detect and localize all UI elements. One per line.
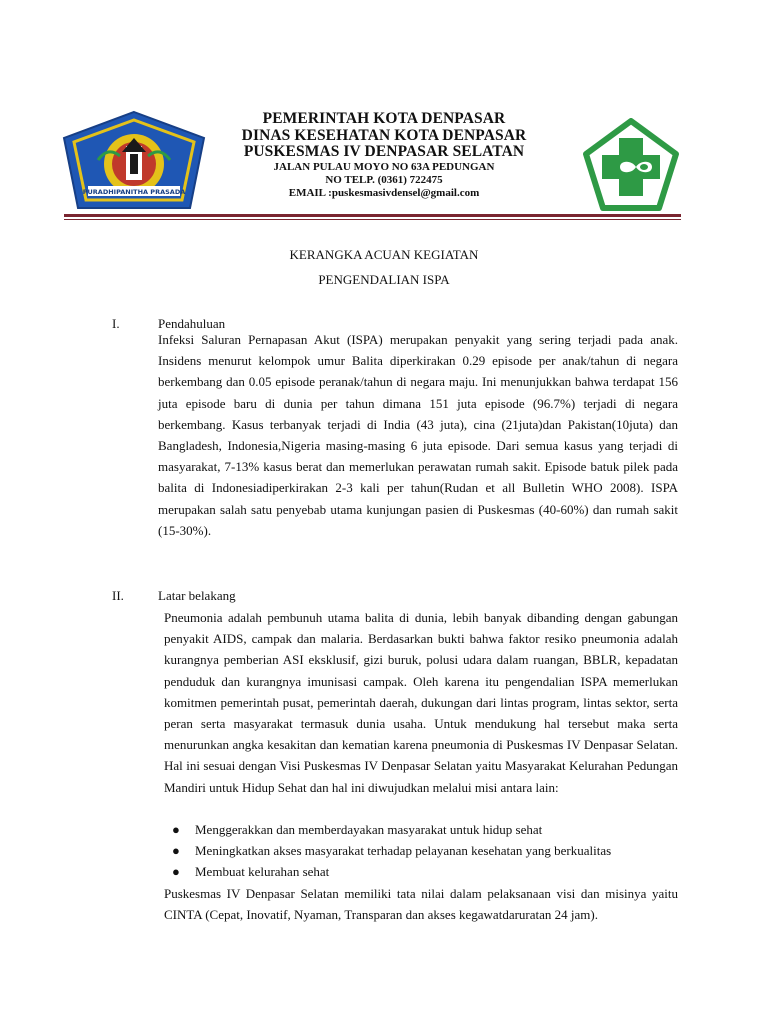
bullet-dot-icon: ● [172,822,180,837]
section-1-paragraph: Infeksi Saluran Pernapasan Akut (ISPA) merupakan penyakit yang sering terjadi pada anak. Insidens menurut kelompok umur Balita diperkirakan 0.29 episode per anak/tahun di negara berkembang dan 0.05 episode peranak/tahun di negara maju. Ini menunjukkan bahwa terdapat 156 juta episode baru di dunia per tahun dimana 151 juta episode (96.7%) terjadi di negara berkembang. Kasus terbanyak terjadi di India (43 juta), cina (21juta)dan Pakistan(10juta) dan Bangladesh, Indonesia,Nigeria masing-masing 6 juta episode. Dari semua kasus yang terjadi di masyarakat, 7-13% kasus berat dan memerlukan perawatan rumah sakit. Episode batuk pilek pada balita di Indonesiadiperkirakan 2-3 kali per tahun(Rudan et all Bulletin WHO 2008). ISPA merupakan salah satu penyebab utama kunjungan pasien di Puskesmas (40-60%) dan rumah sakit (15-30%). [158,332,678,538]
bullet-dot-icon: ● [172,843,180,858]
mission-bullet-list [166,819,686,882]
svg-text:PURADHIPANITHA PRASADA: PURADHIPANITHA PRASADA [82,188,186,196]
letterhead-line-puskesmas: PUSKESMAS IV DENPASAR SELATAN [243,143,525,160]
letterhead-divider-thick [64,214,681,217]
letterhead-header [200,111,568,200]
section-1-number: I. [112,316,120,331]
bullet-dot-icon: ● [172,864,180,879]
puskesmas-cross-logo [582,118,680,212]
letterhead-divider-thin [64,219,681,220]
section-2-closing-paragraph: Puskesmas IV Denpasar Selatan memiliki tata nilai dalam pelaksanaan visi dan misinya yaitu CINTA (Cepat, Inovatif, Nyaman, Transparan dan akses kegawatdaruratan 24 jam). [164,886,678,923]
denpasar-city-emblem-logo [58,108,210,212]
mission-item-text: Menggerakkan dan memberdayakan masyarakat untuk hidup sehat [195,822,543,837]
section-2-paragraph: Pneumonia adalah pembunuh utama balita di dunia, lebih banyak dibanding dengan gabungan penyakit AIDS, campak dan malaria. Berdasarkan bukti bahwa faktor resiko pneumonia adalah kurangnya pemberian ASI eksklusif, gizi buruk, polusi udara dalam ruangan, BBLR, kepadatan penduduk dan kurangnya imunisasi campak. Oleh karena itu pengendalian ISPA memerlukan komitmen pemerintah pusat, pemerintah daerah, dukungan dari lintas program, lintas sektor, serta peran serta masyarakat termasuk dunia usaha. Untuk mendukung hal tersebut maka serta menurunkan angka kesakitan dan kematian karena pneumonia di Puskesmas IV Denpasar Selatan. Hal ini sesuai dengan Visi Puskesmas IV Denpasar Selatan yaitu Masyarakat Kelurahan Pedungan Mandiri untuk Hidup Sehat dan hal ini diwujudkan melalui misi antara lain: [164,610,678,795]
list-item [166,819,686,840]
document-subtitle: PENGENDALIAN ISPA [318,272,450,287]
list-item [166,840,686,861]
mission-item-text: Membuat kelurahan sehat [195,864,330,879]
list-item [166,861,686,882]
section-2-heading: Latar belakang [158,588,236,603]
section-1-heading: Pendahuluan [158,316,226,331]
mission-item-text: Meningkatkan akses masyarakat terhadap pelayanan kesehatan yang berkualitas [195,843,612,858]
letterhead-address: JALAN PULAU MOYO NO 63A PEDUNGAN [273,160,495,173]
letterhead-line-government: PEMERINTAH KOTA DENPASAR [262,110,506,127]
section-2-number: II. [112,588,124,603]
letterhead-email: EMAIL :puskesmasivdensel@gmail.com [288,186,480,199]
letterhead-line-department: DINAS KESEHATAN KOTA DENPASAR [241,126,527,144]
document-title: KERANGKA ACUAN KEGIATAN [289,247,479,262]
letterhead-phone: NO TELP. (0361) 722475 [325,173,443,186]
